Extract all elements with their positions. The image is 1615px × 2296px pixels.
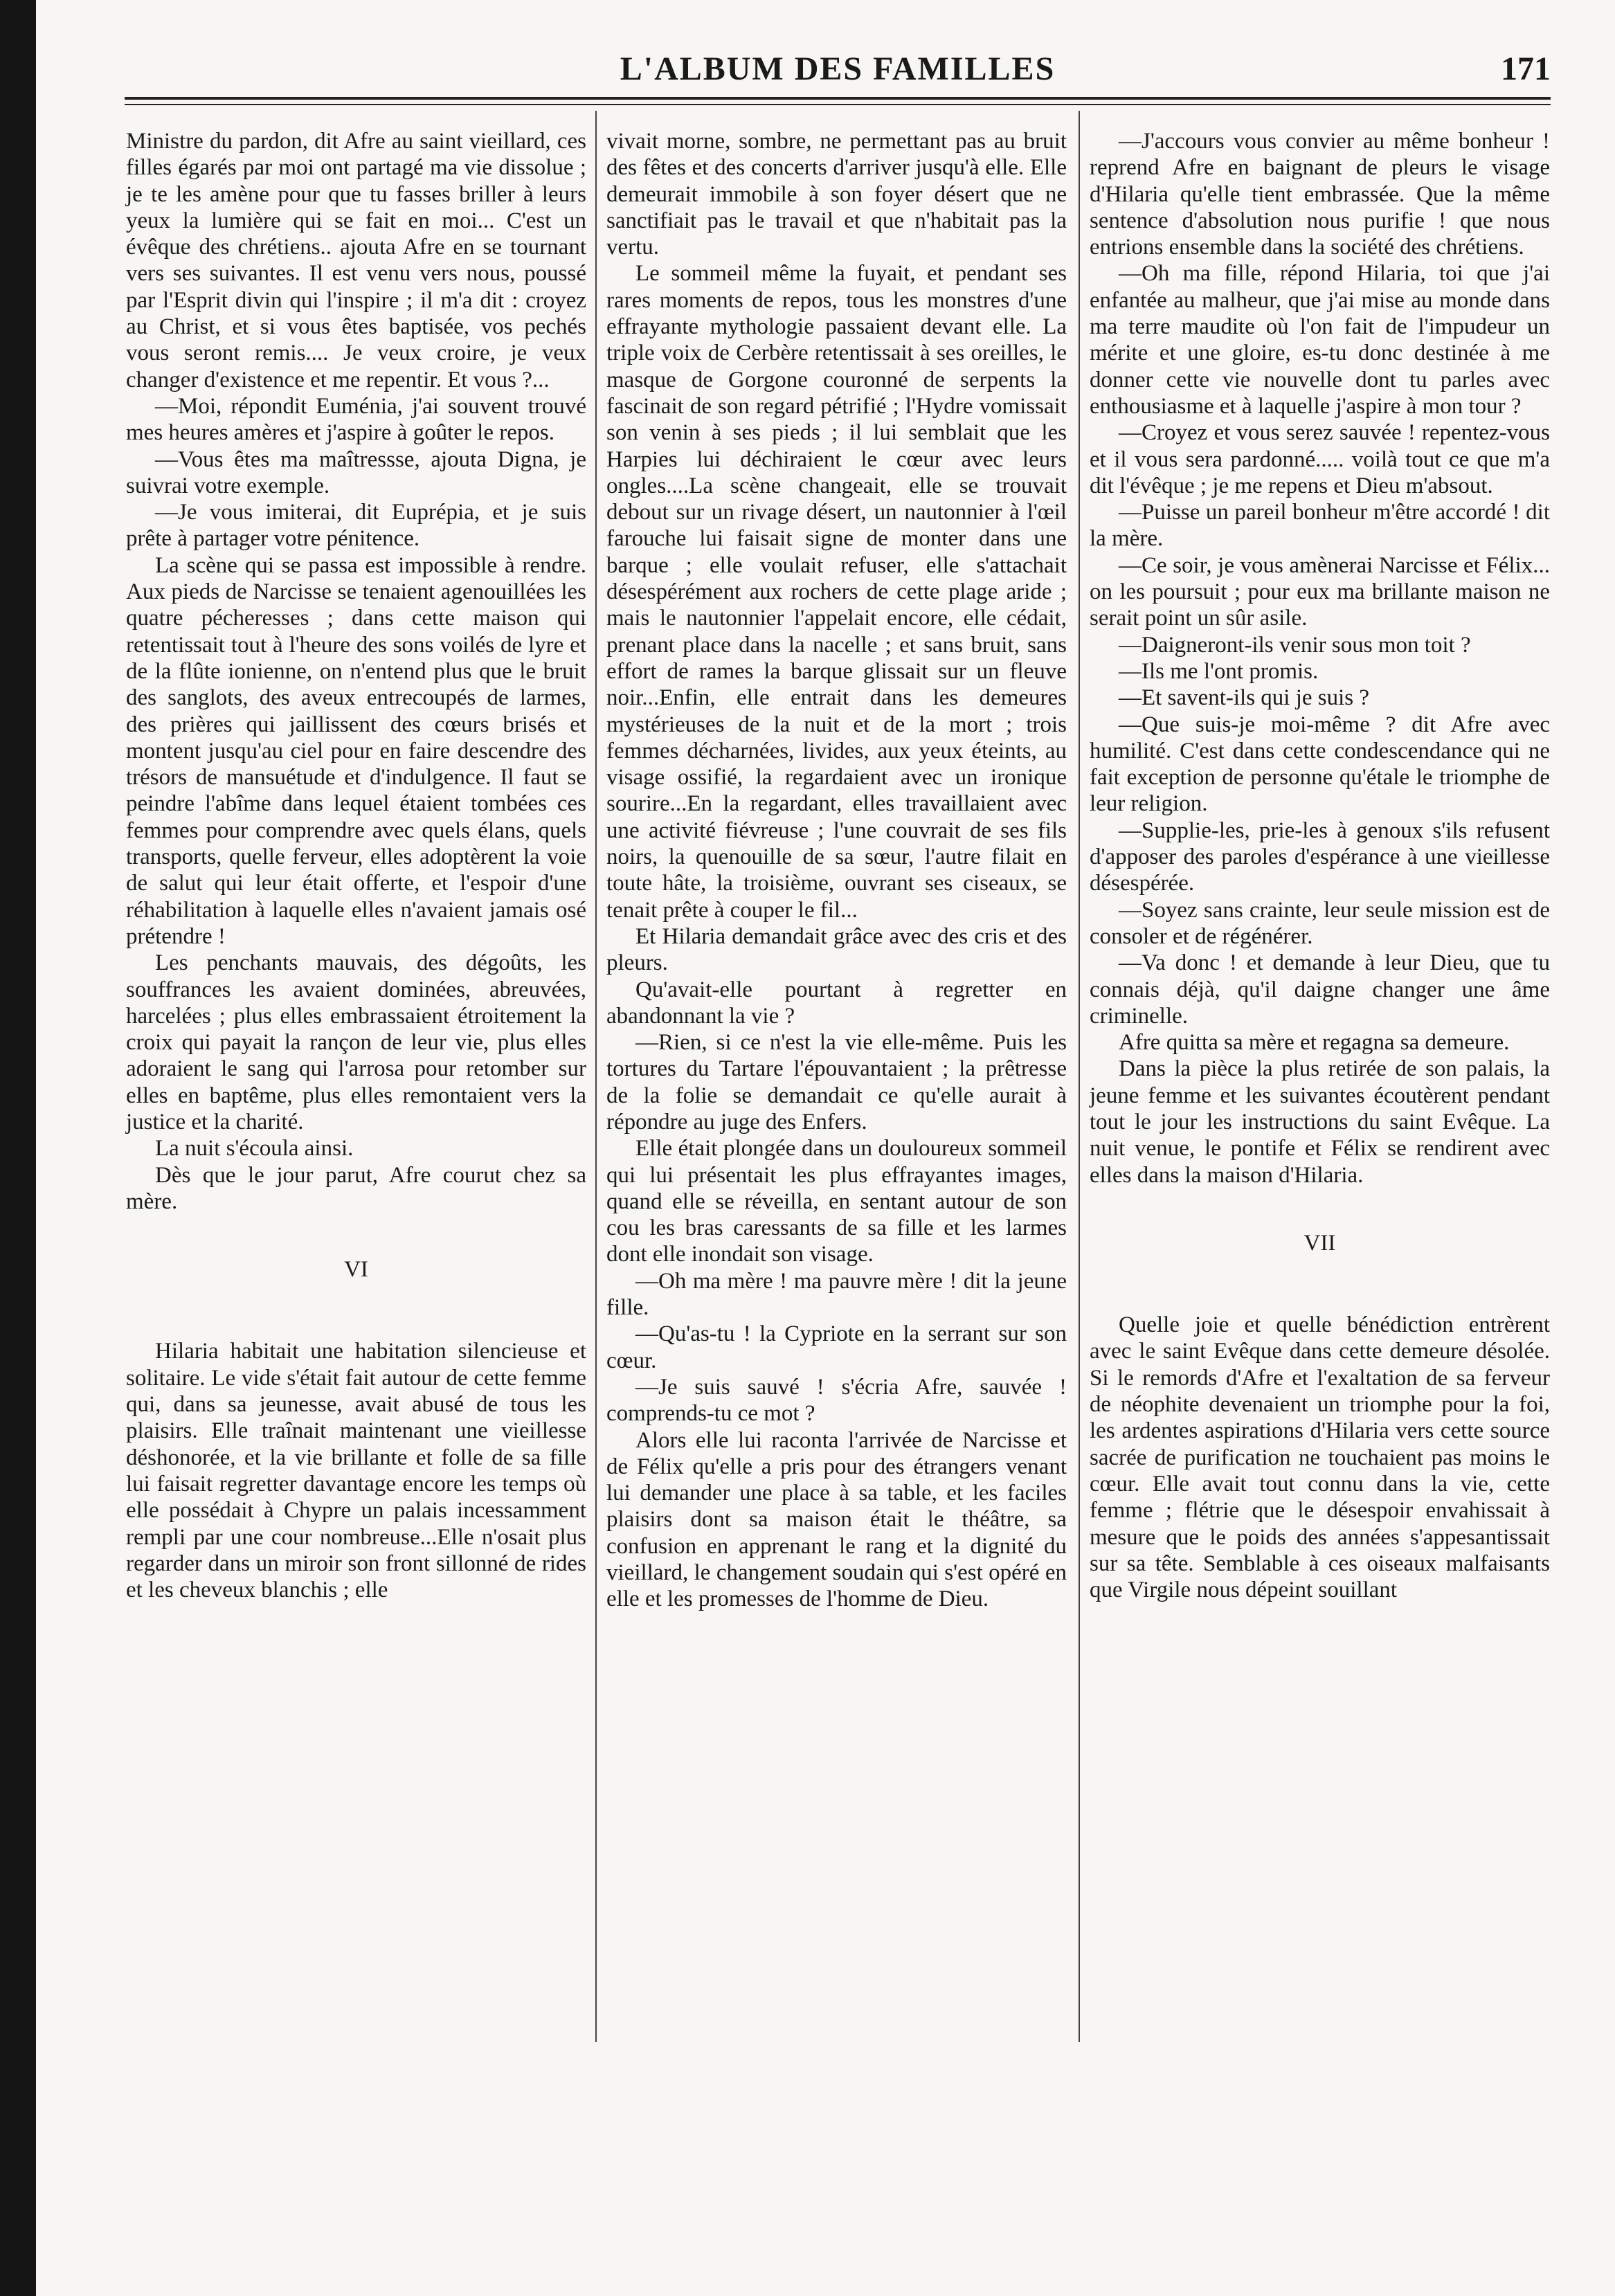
paragraph: —Oh ma fille, répond Hilaria, toi que j'ai enfantée au malheur, que j'ai mise au monde dans ma terre maudite où l'on fait de l'impudeur un mérite et une gloire, es-tu donc destinée à me donner cette vie nouvelle dont tu parles avec enthousiasme et à laquelle j'aspire à mon tour ? [1090,261,1550,419]
paragraph: La scène qui se passa est impossible à rendre. Aux pieds de Narcisse se tenaient agenouillées les quatre pécheresses ; dans cette maison qui retentissait tout à l'heure des sons voilés de lyre et de la flûte ionienne, on n'entend plus que le bruit des sanglots, des aveux entrecoupés de larmes, des prières qui jaillissent des cœurs brisés et montent jusqu'au ciel pour en faire descendre des trésors de mansuétude et d'indulgence. Il faut se peindre l'abîme dans lequel étaient tombées ces femmes pour comprendre avec quels élans, quels transports, quelle ferveur, elles adoptèrent la voie de salut qui leur était offerte, et l'espoir d'une réhabilitation à laquelle elles n'avaient jamais osé prétendre ! [126,552,586,949]
paragraph: —Supplie-les, prie-les à genoux s'ils refusent d'apposer des paroles d'espérance à une vieillesse désespérée. [1090,817,1550,896]
paragraph: —Je vous imiterai, dit Euprépia, et je suis prête à partager votre pénitence. [126,500,586,552]
paragraph: Dans la pièce la plus retirée de son palais, la jeune femme et les suivantes écoutèrent pendant tout le jour les instructions du saint Evêque. La nuit venue, le pontife et Félix se rendirent avec elles dans la maison d'Hilaria. [1090,1056,1550,1188]
column-separator [595,111,597,2042]
paragraph: —Ce soir, je vous amènerai Narcisse et Félix... on les poursuit ; pour eux ma brillante maison ne serait point un sûr asile. [1090,552,1550,631]
text-column-1 [126,128,586,1603]
paragraph: Qu'avait-elle pourtant à regretter en abandonnant la vie ? [606,977,1067,1029]
paragraph: Dès que le jour parut, Afre courut chez sa mère. [126,1162,586,1214]
paragraph: Hilaria habitait une habitation silencieuse et solitaire. Le vide s'était fait autour de cette femme qui, dans sa jeunesse, avait abusé de tous les plaisirs. Elle traînait maintenant une vieillesse déshonorée, et la vie brillante et folle de sa fille lui faisait regretter davantage encore les temps où elle possédait à Chypre un palais incessamment rempli par une cour nombreuse...Elle n'osait plus regarder dans un miroir son front sillonné de rides et les cheveux blanchis ; elle [126,1339,586,1603]
page-number: 171 [1501,51,1551,87]
paragraph: Alors elle lui raconta l'arrivée de Narcisse et de Félix qu'elle a pris pour des étrangers venant lui demander une place à sa table, et les faciles plaisirs dont sa maison était le théâtre, sa confusion en apprenant le rang et la dignité du vieillard, le changement soudain qui s'est opéré en elle et les promesses de l'homme de Dieu. [606,1427,1067,1612]
paragraph: Quelle joie et quelle bénédiction entrèrent avec le saint Evêque dans cette demeure désolée. Si le remords d'Afre et l'exaltation de sa ferveur de néophite devenaient un triomphe pour la foi, les ardentes aspirations d'Hilaria vers cette source sacrée de purification ne touchaient pas moins le cœur. Elle avait tout connu dans la vie, cette femme ; flétrie que le désespoir envahissait à mesure que le poids des années s'appesantissait sur sa tête. Semblable à ces oiseaux malfaisants que Virgile nous dépeint souillant [1090,1312,1550,1603]
column-separator [1079,111,1080,2042]
header-rule-thin [125,104,1551,105]
paragraph: —Puisse un pareil bonheur m'être accordé ! dit la mère. [1090,500,1550,552]
paragraph: —Que suis-je moi-même ? dit Afre avec humilité. C'est dans cette condescendance qui ne fait exception de personne qu'étale le triomphe de leur religion. [1090,712,1550,817]
header-rule [125,97,1551,100]
paragraph: —Croyez et vous serez sauvée ! repentez-vous et il vous sera pardonné..... voilà tout ce que m'a dit l'évêque ; je me repens et Dieu m'absout. [1090,420,1550,498]
paragraph: La nuit s'écoula ainsi. [155,1136,354,1161]
paragraph: —Daigneront-ils venir sous mon toit ? [1119,632,1471,658]
book-binding-edge [0,0,36,2296]
section-heading: VII [1303,1230,1336,1256]
paragraph: —Et savent-ils qui je suis ? [1119,685,1370,711]
paragraph: —J'accours vous convier au même bonheur ! reprend Afre en baignant de pleurs le visage d'Hilaria qu'elle tient embrassée. Que la même sentence d'absolution nous purifie ! que nous entrions ensemble dans la société des chrétiens. [1090,129,1550,260]
paragraph: —Ils me l'ont promis. [1119,658,1319,684]
paragraph: —Rien, si ce n'est la vie elle-même. Puis les tortures du Tartare l'épouvantaient ; la prêtresse de la folie se demandait ce qu'elle aurait à répondre au juge des Enfers. [606,1030,1067,1135]
running-title: L'ALBUM DES FAMILLES [620,51,1056,87]
paragraph: Elle était plongée dans un douloureux sommeil qui lui présentait les plus effrayantes images, quand elle se réveilla, en sentant autour de son cou les bras caressants de sa fille et les larmes dont elle inondait son visage. [606,1136,1067,1267]
text-column-2 [606,128,1067,1613]
paragraph: —Qu'as-tu ! la Cypriote en la serrant sur son cœur. [606,1321,1067,1373]
paragraph: Ministre du pardon, dit Afre au saint vieillard, ces filles égarés par moi ont partagé ma vie dissolue ; je te les amène pour que tu fasses briller à leurs yeux la lumière qui se fait en moi... C'est un évêque des chrétiens.. ajouta Afre en se tournant vers ses suivantes. Il est venu vers nous, poussé par l'Esprit divin qui l'inspire ; il m'a dit : croyez au Christ, et si vous êtes baptisée, vos pechés vous seront remis.... Je veux croire, je veux changer d'existence et me repentir. Et vous ?... [126,129,586,392]
paragraph: Le sommeil même la fuyait, et pendant ses rares moments de repos, tous les monstres d'une effrayante mythologie passaient devant elle. La triple voix de Cerbère retentissait à ses oreilles, le masque de Gorgone couronné de serpents la fascinait de son regard pétrifié ; l'Hydre vomissait son venin à ses pieds ; il lui semblait que les Harpies lui déchiraient le cœur avec leurs ongles....La scène changeait, elle se trouvait debout sur un rivage désert, un nautonnier à l'œil farouche lui faisait signe de monter dans une barque ; elle voulait refuser, elle s'attachait désespérément aux rochers de cette plage aride ; mais le nautonnier l'appelait encore, elle cédait, prenant place dans la nacelle ; et sans bruit, sans effort de rames la barque glissait sur un fleuve noir...Enfin, elle entrait dans les demeures mystérieuses de la nuit et de la mort ; trois femmes décharnées, livides, aux yeux éteints, au visage ossifié, la regardaient avec un ironique sourire...En la regardant, elles travaillaient avec une activité fiévreuse ; l'une couvrait de ses fils noirs, la quenouille de sa sœur, l'autre filait en toute hâte, la troisième, ouvrant ses ciseaux, se tenait prête à couper le fil... [606,261,1067,923]
paragraph: vivait morne, sombre, ne permettant pas au bruit des fêtes et des concerts d'arriver jusqu'à elle. Elle demeurait immobile à son foyer désert que ne sanctifiait pas le travail et que n'habitait pas la vertu. [606,129,1067,260]
paragraph: —Je suis sauvé ! s'écria Afre, sauvée ! comprends-tu ce mot ? [606,1374,1067,1427]
paragraph: —Moi, répondit Euménia, j'ai souvent trouvé mes heures amères et j'aspire à goûter le repos. [126,393,586,446]
paragraph: Les penchants mauvais, des dégoûts, les souffrances les avaient dominées, abreuvées, harcelées ; plus elles embrassaient étroitement la croix qui payait la rançon de leur vie, plus elles adoraient le sang qui l'arrosa pour retomber sur elles en baptême, plus elles remontaient vers la justice et la charité. [126,950,586,1135]
paragraph: —Soyez sans crainte, leur seule mission est de consoler et de régénérer. [1090,897,1550,949]
page-header [125,50,1551,91]
paragraph: Afre quitta sa mère et regagna sa demeure. [1119,1030,1510,1056]
text-column-3 [1090,128,1550,1603]
paragraph: —Vous êtes ma maîtressse, ajouta Digna, je suivrai votre exemple. [126,446,586,498]
paragraph: Et Hilaria demandait grâce avec des cris et des pleurs. [606,923,1067,976]
paragraph: —Oh ma mère ! ma pauvre mère ! dit la jeune fille. [606,1268,1067,1321]
paragraph: —Va donc ! et demande à leur Dieu, que tu connais déjà, qu'il daigne changer une âme criminelle. [1090,950,1550,1029]
section-heading: VI [344,1257,368,1283]
